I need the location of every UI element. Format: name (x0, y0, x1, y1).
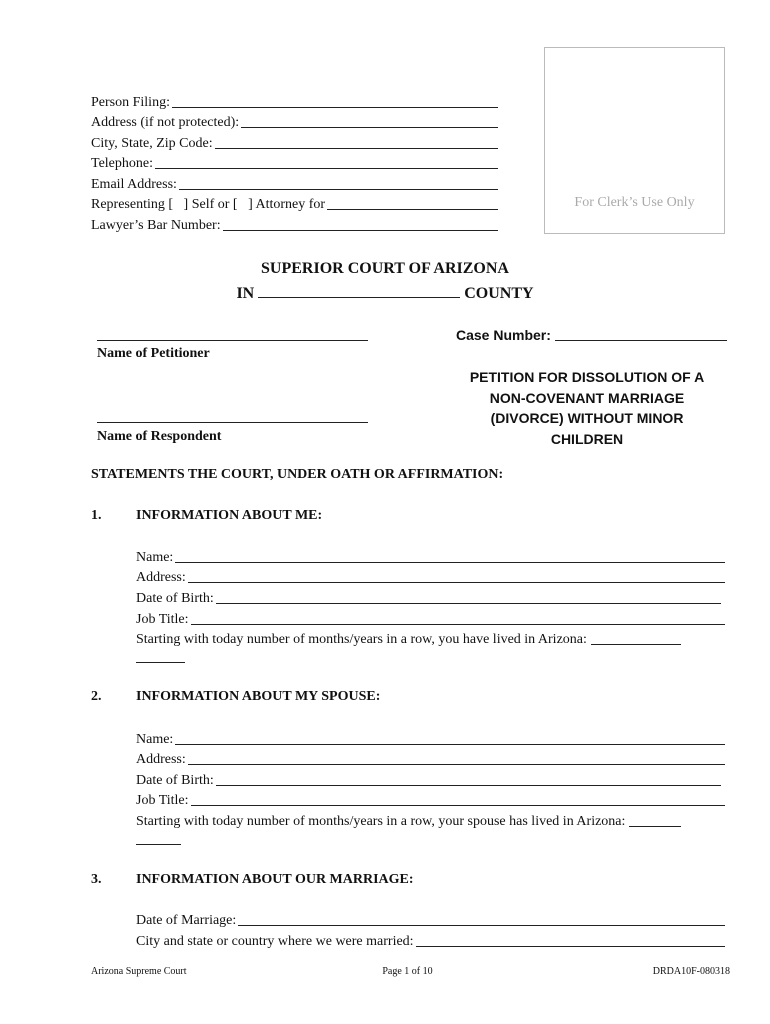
field-label: Date of Birth: (136, 591, 214, 606)
spouse-residency-field[interactable] (629, 812, 681, 827)
field-label: Job Title: (136, 793, 189, 808)
section-title: INFORMATION ABOUT OUR MARRIAGE: (136, 872, 414, 887)
field-label: City and state or country where we were married: (136, 934, 414, 949)
representing-label: Representing [ ] Self or [ ] Attorney for (91, 197, 326, 212)
county-in-label: IN (236, 285, 255, 302)
respondent-label: Name of Respondent (97, 429, 222, 444)
my-name-row (136, 548, 725, 568)
my-dob-field[interactable] (216, 589, 721, 604)
footer-form-code: DRDA10F-080318 (652, 966, 730, 977)
document-title-line: CHILDREN (550, 430, 624, 447)
clerk-use-box (544, 47, 725, 234)
bar-number-field[interactable] (223, 216, 498, 231)
clerk-use-label: For Clerk’s Use Only (574, 195, 695, 210)
field-label: Job Title: (136, 612, 189, 627)
representing-row (91, 195, 498, 215)
section-number: 2. (91, 689, 102, 704)
section-title: INFORMATION ABOUT ME: (136, 508, 323, 523)
spouse-residency-row (136, 812, 681, 832)
spouse-dob-row (136, 771, 721, 791)
person-filing-row (91, 93, 498, 113)
county-label: COUNTY (464, 285, 534, 302)
marriage-date-field[interactable] (238, 911, 725, 926)
email-field[interactable] (179, 175, 498, 190)
spouse-dob-field[interactable] (216, 771, 721, 786)
marriage-date-row (136, 911, 725, 931)
section-title: INFORMATION ABOUT MY SPOUSE: (136, 689, 381, 704)
person-filing-field[interactable] (172, 93, 498, 108)
my-address-field[interactable] (188, 568, 725, 583)
attorney-for-field[interactable] (327, 195, 498, 210)
address-field[interactable] (241, 113, 498, 128)
petitioner-name-field[interactable] (97, 327, 368, 341)
statement-heading: STATEMENTS THE COURT, UNDER OATH OR AFFIRMATION: (91, 467, 504, 482)
footer-court: Arizona Supreme Court (91, 966, 187, 977)
petitioner-label: Name of Petitioner (97, 346, 210, 361)
respondent-name-field[interactable] (97, 409, 368, 423)
case-number-label: Case Number: (456, 327, 551, 343)
field-label: Address: (136, 752, 186, 767)
field-label: Name: (136, 732, 174, 747)
my-dob-row (136, 589, 721, 609)
document-title-line: (DIVORCE) WITHOUT MINOR (490, 410, 684, 426)
bar-number-row (91, 216, 498, 236)
county-line (0, 283, 770, 303)
my-residency-field[interactable] (591, 630, 681, 645)
address-row (91, 113, 498, 133)
case-number-row (456, 327, 727, 343)
spouse-residency-field-cont[interactable] (136, 830, 181, 845)
marriage-place-field[interactable] (416, 932, 725, 947)
field-label: Address: (136, 570, 186, 585)
my-residency-row (136, 630, 681, 650)
spouse-job-field[interactable] (191, 791, 725, 806)
field-label: Date of Marriage: (136, 913, 237, 928)
my-job-field[interactable] (191, 610, 725, 625)
telephone-row (91, 154, 498, 174)
person-filing-label: Person Filing: (91, 95, 170, 110)
telephone-label: Telephone: (91, 156, 153, 171)
my-residency-field-cont[interactable] (136, 648, 185, 663)
my-address-row (136, 568, 725, 588)
section-number: 1. (91, 508, 102, 523)
city-row (91, 134, 498, 154)
marriage-place-row (136, 932, 725, 952)
city-label: City, State, Zip Code: (91, 136, 213, 151)
residency-label: Starting with today number of months/years in a row, you have lived in Arizona: (136, 632, 587, 647)
document-title (444, 367, 730, 449)
city-field[interactable] (215, 134, 498, 149)
document-title-line: PETITION FOR DISSOLUTION OF A (469, 369, 705, 385)
email-label: Email Address: (91, 177, 177, 192)
address-label: Address (if not protected): (91, 115, 240, 130)
court-name: SUPERIOR COURT OF ARIZONA (261, 260, 509, 277)
field-label: Name: (136, 550, 174, 565)
spouse-name-field[interactable] (175, 730, 725, 745)
document-title-line: NON-COVENANT MARRIAGE (489, 389, 685, 406)
county-field[interactable] (258, 283, 460, 298)
my-job-row (136, 610, 725, 630)
bar-number-label: Lawyer’s Bar Number: (91, 218, 221, 233)
my-name-field[interactable] (175, 548, 725, 563)
telephone-field[interactable] (155, 154, 498, 169)
residency-label: Starting with today number of months/years in a row, your spouse has lived in Arizona: (136, 814, 626, 829)
spouse-address-row (136, 750, 725, 770)
spouse-name-row (136, 730, 725, 750)
email-row (91, 175, 498, 195)
footer-page-number: Page 1 of 10 (382, 966, 433, 977)
section-number: 3. (91, 872, 102, 887)
case-number-field[interactable] (555, 327, 727, 341)
spouse-address-field[interactable] (188, 750, 725, 765)
spouse-job-row (136, 791, 725, 811)
field-label: Date of Birth: (136, 773, 214, 788)
